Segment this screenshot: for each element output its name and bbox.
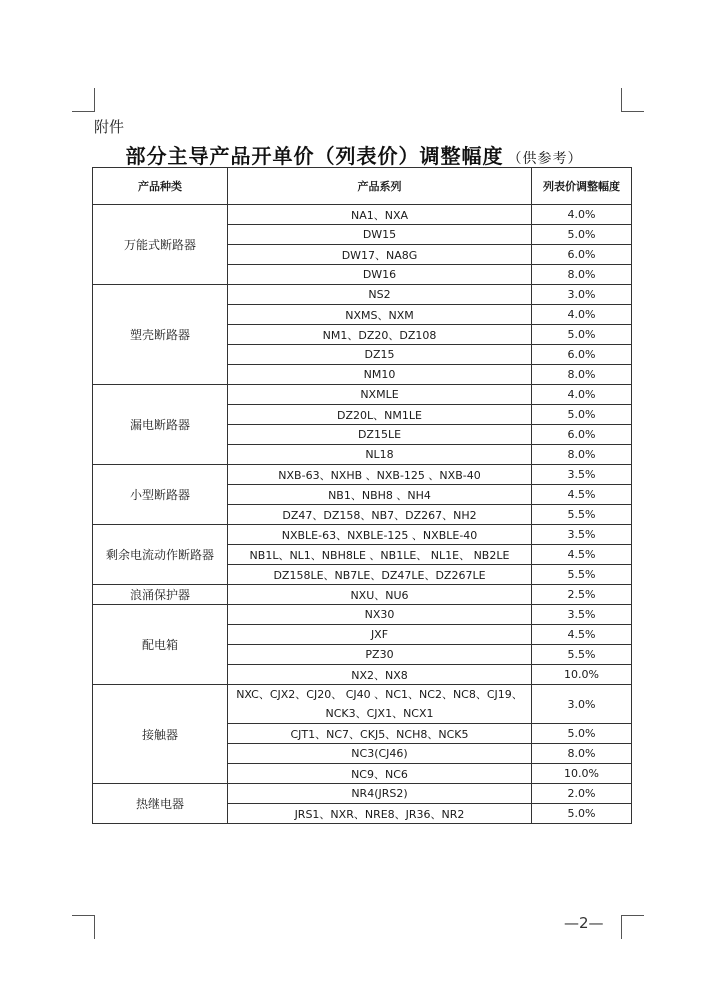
table-body (93, 205, 632, 824)
adjustment-cell: 8.0% (532, 365, 632, 385)
series-cell: NXU、NU6 (228, 585, 532, 605)
crop-mark-top-left-vertical (94, 88, 95, 112)
adjustment-cell: 6.0% (532, 345, 632, 365)
series-cell: CJT1、NC7、CKJ5、NCH8、NCK5 (228, 724, 532, 744)
adjustment-cell: 8.0% (532, 445, 632, 465)
adjustment-cell: 8.0% (532, 744, 632, 764)
adjustment-cell: 5.5% (532, 505, 632, 525)
adjustment-cell: 2.0% (532, 784, 632, 804)
annex-label: 附件 (94, 118, 125, 136)
series-cell: DZ158LE、NB7LE、DZ47LE、DZ267LE (228, 565, 532, 585)
page-title (0, 140, 708, 169)
crop-mark-top-right-vertical (621, 88, 622, 112)
adjustment-cell: 6.0% (532, 425, 632, 445)
series-cell (228, 685, 532, 724)
series-cell: NR4(JRS2) (228, 784, 532, 804)
adjustment-cell: 4.0% (532, 205, 632, 225)
crop-mark-bottom-left-horizontal (72, 915, 95, 916)
adjustment-cell: 3.0% (532, 685, 632, 724)
adjustment-cell: 10.0% (532, 764, 632, 784)
adjustment-cell: 4.5% (532, 545, 632, 565)
table-row (93, 685, 632, 724)
series-cell: NM10 (228, 365, 532, 385)
series-cell: DW15 (228, 225, 532, 245)
series-cell: DW17、NA8G (228, 245, 532, 265)
adjustment-cell: 4.5% (532, 625, 632, 645)
series-cell: DZ20L、NM1LE (228, 405, 532, 425)
category-cell: 万能式断路器 (93, 205, 228, 285)
price-adjustment-table (92, 167, 632, 824)
category-cell: 小型断路器 (93, 465, 228, 525)
table-row (93, 385, 632, 405)
adjustment-cell: 4.0% (532, 385, 632, 405)
adjustment-cell: 5.0% (532, 225, 632, 245)
adjustment-cell: 6.0% (532, 245, 632, 265)
adjustment-cell: 2.5% (532, 585, 632, 605)
page-number: —2— (564, 914, 604, 932)
series-cell: DZ15 (228, 345, 532, 365)
header-adjustment: 列表价调整幅度 (532, 168, 632, 205)
category-cell: 配电箱 (93, 605, 228, 685)
adjustment-cell: 4.0% (532, 305, 632, 325)
series-cell: NM1、DZ20、DZ108 (228, 325, 532, 345)
header-series: 产品系列 (228, 168, 532, 205)
series-cell: JXF (228, 625, 532, 645)
table-row (93, 585, 632, 605)
crop-mark-top-right-horizontal (621, 111, 644, 112)
series-cell: NXMLE (228, 385, 532, 405)
header-category: 产品种类 (93, 168, 228, 205)
series-cell: NB1L、NL1、NBH8LE 、NB1LE、 NL1E、 NB2LE (228, 545, 532, 565)
series-cell: NA1、NXA (228, 205, 532, 225)
table-row (93, 784, 632, 804)
table-header-row (93, 168, 632, 205)
series-cell: NL18 (228, 445, 532, 465)
adjustment-cell: 5.0% (532, 325, 632, 345)
series-cell: NXBLE-63、NXBLE-125 、NXBLE-40 (228, 525, 532, 545)
category-cell: 浪涌保护器 (93, 585, 228, 605)
title-note: （供参考） (507, 151, 583, 167)
series-cell: NXB-63、NXHB 、NXB-125 、NXB-40 (228, 465, 532, 485)
crop-mark-top-left-horizontal (72, 111, 95, 112)
category-cell: 塑壳断路器 (93, 285, 228, 385)
series-cell: NX2、NX8 (228, 665, 532, 685)
adjustment-cell: 5.5% (532, 645, 632, 665)
adjustment-cell: 10.0% (532, 665, 632, 685)
series-cell: DZ15LE (228, 425, 532, 445)
series-cell: NC9、NC6 (228, 764, 532, 784)
series-cell: JRS1、NXR、NRE8、JR36、NR2 (228, 804, 532, 824)
table-row (93, 525, 632, 545)
adjustment-cell: 8.0% (532, 265, 632, 285)
series-cell: NS2 (228, 285, 532, 305)
crop-mark-bottom-right-horizontal (621, 915, 644, 916)
series-text: NXC、CJX2、CJ20、 CJ40 、NC1、NC2、NC8、CJ19、NCK3、CJX1、NCX1 (236, 688, 523, 720)
crop-mark-bottom-left-vertical (94, 915, 95, 939)
series-cell: DW16 (228, 265, 532, 285)
adjustment-cell: 5.0% (532, 724, 632, 744)
adjustment-cell: 3.5% (532, 525, 632, 545)
table-row (93, 465, 632, 485)
series-cell: NX30 (228, 605, 532, 625)
series-cell: NXMS、NXM (228, 305, 532, 325)
adjustment-cell: 3.5% (532, 605, 632, 625)
table-row (93, 205, 632, 225)
adjustment-cell: 5.0% (532, 804, 632, 824)
title-main: 部分主导产品开单价（列表价）调整幅度 (125, 144, 504, 168)
category-cell: 漏电断路器 (93, 385, 228, 465)
category-cell: 剩余电流动作断路器 (93, 525, 228, 585)
adjustment-cell: 5.5% (532, 565, 632, 585)
adjustment-cell: 3.5% (532, 465, 632, 485)
table-row (93, 285, 632, 305)
crop-mark-bottom-right-vertical (621, 915, 622, 939)
series-cell: DZ47、DZ158、NB7、DZ267、NH2 (228, 505, 532, 525)
adjustment-cell: 5.0% (532, 405, 632, 425)
category-cell: 接触器 (93, 685, 228, 784)
adjustment-cell: 4.5% (532, 485, 632, 505)
category-cell: 热继电器 (93, 784, 228, 824)
series-cell: NB1、NBH8 、NH4 (228, 485, 532, 505)
series-cell: NC3(CJ46) (228, 744, 532, 764)
table-row (93, 605, 632, 625)
series-cell: PZ30 (228, 645, 532, 665)
adjustment-cell: 3.0% (532, 285, 632, 305)
